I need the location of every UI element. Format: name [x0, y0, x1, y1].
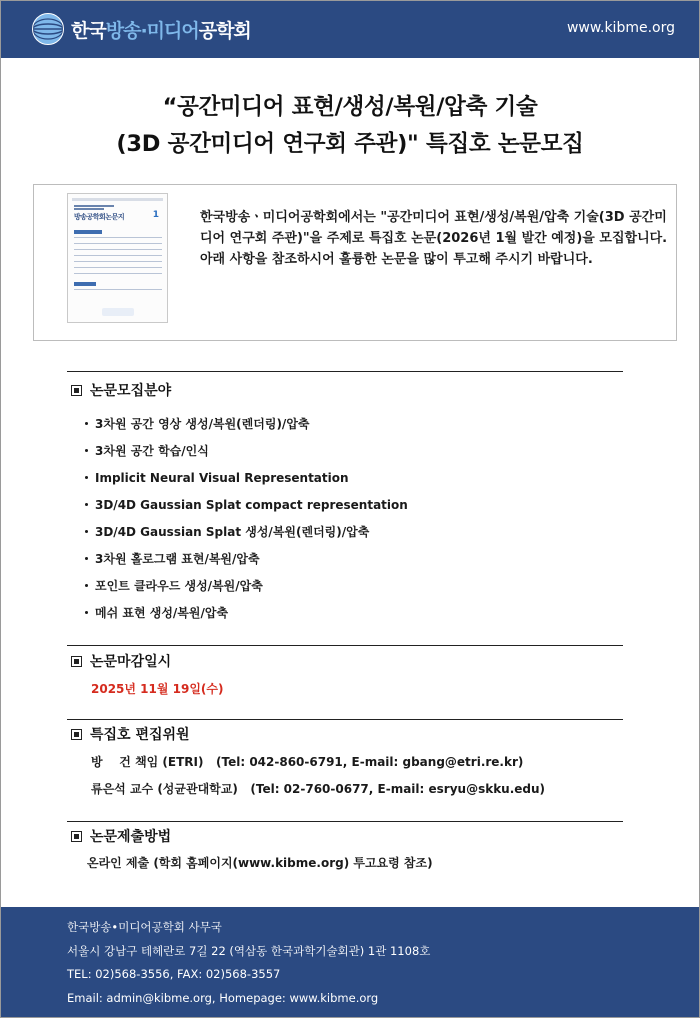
square-bullet-icon [71, 385, 82, 396]
section-divider [67, 645, 623, 646]
submission-method: 온라인 제출 (학회 홈페이지(www.kibme.org) 투고요령 참조) [87, 856, 433, 870]
title-line-2: (3D 공간미디어 연구회 주관)" 특집호 논문모집 [116, 131, 584, 157]
list-item-text: 3D/4D Gaussian Splat 생성/복원(렌더링)/압축 [95, 525, 370, 539]
bullet-icon [85, 611, 88, 614]
bullet-icon [85, 530, 88, 533]
field-list [85, 410, 408, 626]
list-item-text: Implicit Neural Visual Representation [95, 470, 349, 485]
logo-wordmark [71, 16, 251, 43]
editor-contact-1: 방 건 책임 (ETRI) (Tel: 042-860-6791, E-mail: gbang@etri.re.kr) [91, 755, 524, 769]
list-item-text: 포인트 클라우드 생성/복원/압축 [95, 579, 263, 593]
notice-title [1, 89, 699, 163]
journal-cover-title: 방송공학회논문지 [74, 213, 125, 221]
intro-text [200, 207, 670, 270]
list-item-text: 3D/4D Gaussian Splat compact representation [95, 497, 408, 512]
intro-box [33, 184, 677, 341]
intro-paragraph-2: 아래 사항을 참조하시어 훌륭한 논문을 많이 투고해 주시기 바랍니다. [200, 252, 593, 267]
square-bullet-icon [71, 656, 82, 667]
list-item [85, 464, 408, 491]
bullet-icon [85, 449, 88, 452]
section-divider [67, 719, 623, 720]
footer-address: 서울시 강남구 테헤란로 7길 22 (역삼동 한국과학기술회관) 1관 1108호 [67, 944, 431, 958]
list-item [85, 545, 408, 572]
society-logo[interactable] [31, 11, 251, 47]
logo-word-2: 방송 [105, 19, 141, 42]
logo-globe-icon [31, 12, 65, 46]
list-item-text: 메쉬 표현 생성/복원/압축 [95, 606, 229, 620]
list-item [85, 437, 408, 464]
editor-contact-2: 류은석 교수 (성균관대학교) (Tel: 02-760-0677, E-mail: esryu@skku.edu) [91, 782, 546, 796]
list-item-text: 3차원 공간 영상 생성/복원(렌더링)/압축 [95, 417, 310, 431]
bullet-icon [85, 476, 88, 479]
logo-word-1: 한국 [71, 19, 106, 42]
title-line-1: “공간미디어 표현/생성/복원/압축 기술 [162, 94, 538, 120]
journal-cover-image [67, 193, 168, 323]
intro-paragraph-1: 한국방송ㆍ미디어공학회에서는 "공간미디어 표현/생성/복원/압축 기술(3D 공간미디어 연구회 주관)"을 주제로 특집호 논문(2026년 1월 발간 예정)을 모집합니다. [200, 210, 668, 246]
journal-cover-volume: 1 [152, 210, 159, 220]
square-bullet-icon [71, 729, 82, 740]
section-divider [67, 371, 623, 372]
section-divider [67, 821, 623, 822]
list-item-text: 3차원 홀로그램 표현/복원/압축 [95, 552, 260, 566]
footer-bar [1, 907, 699, 1017]
list-item [85, 518, 408, 545]
list-item [85, 410, 408, 437]
bullet-icon [85, 503, 88, 506]
footer-email[interactable]: Email: admin@kibme.org, Homepage: www.kibme.org [67, 991, 379, 1005]
section-heading-text: 논문마감일시 [90, 654, 172, 670]
square-bullet-icon [71, 831, 82, 842]
list-item-text: 3차원 공간 학습/인식 [95, 444, 209, 458]
deadline-date: 2025년 11월 19일(수) [91, 682, 224, 696]
section-heading-deadline [71, 651, 171, 671]
section-heading-editors [71, 724, 190, 744]
site-url-link[interactable]: www.kibme.org [566, 20, 675, 36]
list-item [85, 491, 408, 518]
list-item [85, 572, 408, 599]
section-heading-submission [71, 826, 171, 846]
footer-tel: TEL: 02)568-3556, FAX: 02)568-3557 [67, 967, 281, 981]
section-heading-text: 특집호 편집위원 [90, 727, 190, 743]
section-heading-fields [71, 380, 171, 400]
header-bar [1, 1, 699, 58]
logo-word-3: ·미디어 [140, 19, 199, 42]
section-heading-text: 논문모집분야 [90, 383, 172, 399]
bullet-icon [85, 422, 88, 425]
footer-org: 한국방송•미디어공학회 사무국 [67, 920, 222, 934]
logo-word-4: 공학회 [198, 19, 251, 42]
list-item [85, 599, 408, 626]
section-heading-text: 논문제출방법 [90, 829, 172, 845]
bullet-icon [85, 557, 88, 560]
bullet-icon [85, 584, 88, 587]
